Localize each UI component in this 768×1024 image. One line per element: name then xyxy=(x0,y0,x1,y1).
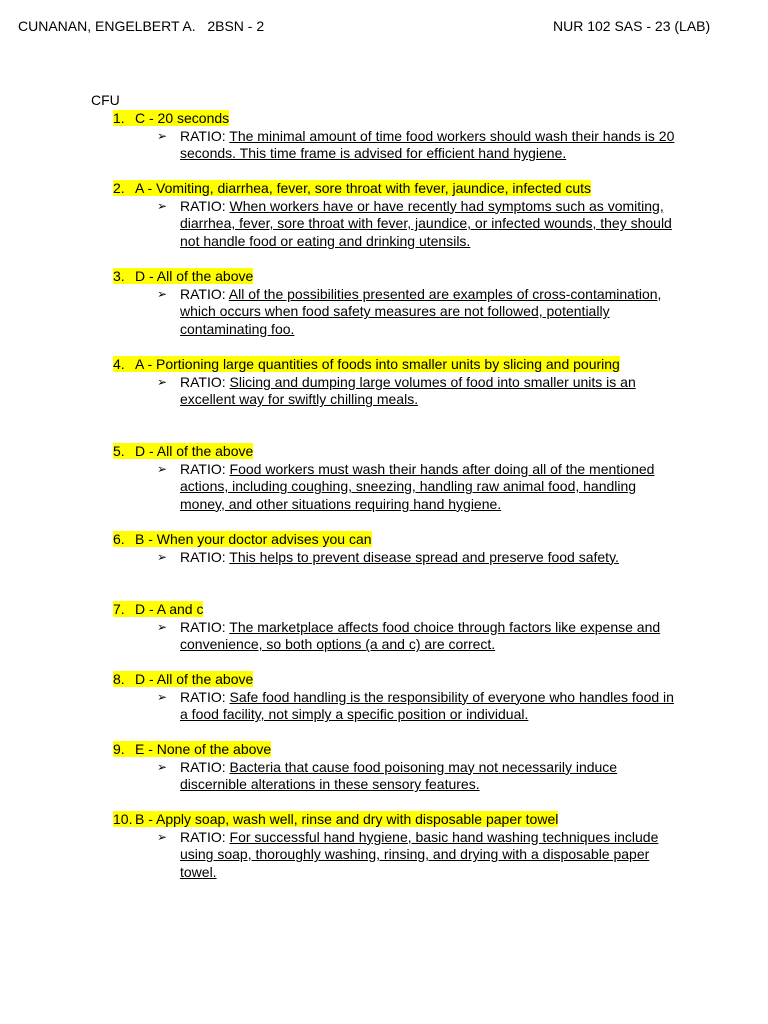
answer-text: A - Vomiting, diarrhea, fever, sore throat with fever, jaundice, infected cuts xyxy=(135,180,592,196)
ratio-block xyxy=(157,828,680,882)
answer-highlight xyxy=(113,741,271,757)
answer-line xyxy=(113,180,693,198)
answer-line xyxy=(113,443,693,461)
arrowhead-bullet-icon: ➢ xyxy=(157,549,168,564)
answer-highlight xyxy=(113,601,203,617)
answer-line xyxy=(113,110,693,128)
ratio-text: Bacteria that cause food poisoning may not necessarily induce discernible alterations in these sensory features. xyxy=(180,758,618,793)
answer-highlight xyxy=(113,268,253,284)
item-number: 8. xyxy=(113,671,125,687)
ratio-text: Food workers must wash their hands after doing all of the mentioned actions, including coughing, sneezing, handling raw animal food, handling money, and other situations requiring hand hygiene. xyxy=(180,460,655,512)
answer-text: D - All of the above xyxy=(135,443,254,459)
ratio-block xyxy=(157,197,680,251)
answer-line xyxy=(113,268,693,286)
ratio-text: When workers have or have recently had symptoms such as vomiting, diarrhea, fever, sore throat with fever, jaundice, or infected wounds, they should not handle food or eating and drinking utensils. xyxy=(180,197,672,249)
ratio-label: RATIO: xyxy=(180,285,226,302)
list-item xyxy=(113,356,693,409)
ratio-text: All of the possibilities presented are examples of cross-contamination, which occurs when food safety measures are not followed, potentially contaminating foo. xyxy=(180,285,662,337)
ratio-label: RATIO: xyxy=(180,758,226,775)
ratio-text: This helps to prevent disease spread and preserve food safety. xyxy=(229,548,619,565)
arrowhead-bullet-icon: ➢ xyxy=(157,689,168,704)
answer-highlight xyxy=(113,443,253,459)
student-name: CUNANAN, ENGELBERT A. xyxy=(18,18,196,34)
answer-text: A - Portioning large quantities of foods into smaller units by slicing and pouring xyxy=(135,356,620,372)
ratio-block xyxy=(157,460,680,514)
course-code: NUR 102 SAS - 23 (LAB) xyxy=(553,18,711,34)
list-item xyxy=(113,531,693,566)
item-number: 2. xyxy=(113,180,125,196)
ratio-label: RATIO: xyxy=(180,828,226,845)
ratio-block xyxy=(157,373,680,409)
answer-line xyxy=(113,671,693,689)
answer-text: B - Apply soap, wash well, rinse and dry with disposable paper towel xyxy=(135,811,559,827)
list-item xyxy=(113,671,693,724)
ratio-label: RATIO: xyxy=(180,197,226,214)
arrowhead-bullet-icon: ➢ xyxy=(157,829,168,844)
list-item xyxy=(113,741,693,794)
ratio-block xyxy=(157,285,680,339)
ratio-label: RATIO: xyxy=(180,548,226,565)
item-number: 5. xyxy=(113,443,125,459)
answer-text: D - All of the above xyxy=(135,671,254,687)
answer-line xyxy=(113,741,693,759)
answer-highlight xyxy=(113,531,372,547)
answer-highlight xyxy=(113,110,229,126)
answer-text: D - A and c xyxy=(135,601,204,617)
answer-text: E - None of the above xyxy=(135,741,272,757)
arrowhead-bullet-icon: ➢ xyxy=(157,759,168,774)
ratio-text: Slicing and dumping large volumes of food into smaller units is an excellent way for swiftly chilling meals. xyxy=(180,373,636,408)
ratio-block xyxy=(157,548,680,567)
item-number: 6. xyxy=(113,531,125,547)
ratio-text: The marketplace affects food choice through factors like expense and convenience, so both options (a and c) are correct. xyxy=(180,618,661,653)
student-header xyxy=(18,18,264,35)
ratio-block xyxy=(157,127,680,163)
ratio-block xyxy=(157,758,680,794)
arrowhead-bullet-icon: ➢ xyxy=(157,128,168,143)
list-item xyxy=(113,443,693,513)
answer-highlight xyxy=(113,180,591,196)
ratio-text: For successful hand hygiene, basic hand washing techniques include using soap, thoroughly washing, rinsing, and drying with a disposable paper towel. xyxy=(180,828,659,880)
answer-line xyxy=(113,601,693,619)
item-number: 1. xyxy=(113,110,125,126)
ratio-label: RATIO: xyxy=(180,618,226,635)
answer-text: C - 20 seconds xyxy=(135,110,230,126)
ratio-label: RATIO: xyxy=(180,460,226,477)
arrowhead-bullet-icon: ➢ xyxy=(157,461,168,476)
student-section: 2BSN - 2 xyxy=(207,18,265,34)
list-item xyxy=(113,811,693,881)
list-item xyxy=(113,601,693,654)
list-item xyxy=(113,268,693,338)
item-number: 9. xyxy=(113,741,125,757)
ratio-text: The minimal amount of time food workers should wash their hands is 20 seconds. This time frame is advised for efficient hand hygiene. xyxy=(180,127,675,162)
ratio-label: RATIO: xyxy=(180,688,226,705)
answer-line xyxy=(113,531,693,549)
answer-line xyxy=(113,811,693,829)
list-item xyxy=(113,180,693,250)
item-number: 3. xyxy=(113,268,125,284)
ratio-block xyxy=(157,618,680,654)
ratio-block xyxy=(157,688,680,724)
answer-line xyxy=(113,356,693,374)
item-number: 4. xyxy=(113,356,125,372)
item-number: 7. xyxy=(113,601,125,617)
list-item xyxy=(113,110,693,163)
answer-highlight xyxy=(113,671,253,687)
section-label: CFU xyxy=(91,92,120,108)
arrowhead-bullet-icon: ➢ xyxy=(157,619,168,634)
answer-highlight xyxy=(113,811,558,827)
arrowhead-bullet-icon: ➢ xyxy=(157,286,168,301)
answer-highlight xyxy=(113,356,620,372)
ratio-label: RATIO: xyxy=(180,127,226,144)
answer-text: B - When your doctor advises you can xyxy=(135,531,372,547)
arrowhead-bullet-icon: ➢ xyxy=(157,198,168,213)
arrowhead-bullet-icon: ➢ xyxy=(157,374,168,389)
ratio-text: Safe food handling is the responsibility of everyone who handles food in a food facility, not simply a specific position or individual. xyxy=(180,688,674,723)
ratio-label: RATIO: xyxy=(180,373,226,390)
item-number: 10. xyxy=(113,811,133,827)
answer-text: D - All of the above xyxy=(135,268,254,284)
